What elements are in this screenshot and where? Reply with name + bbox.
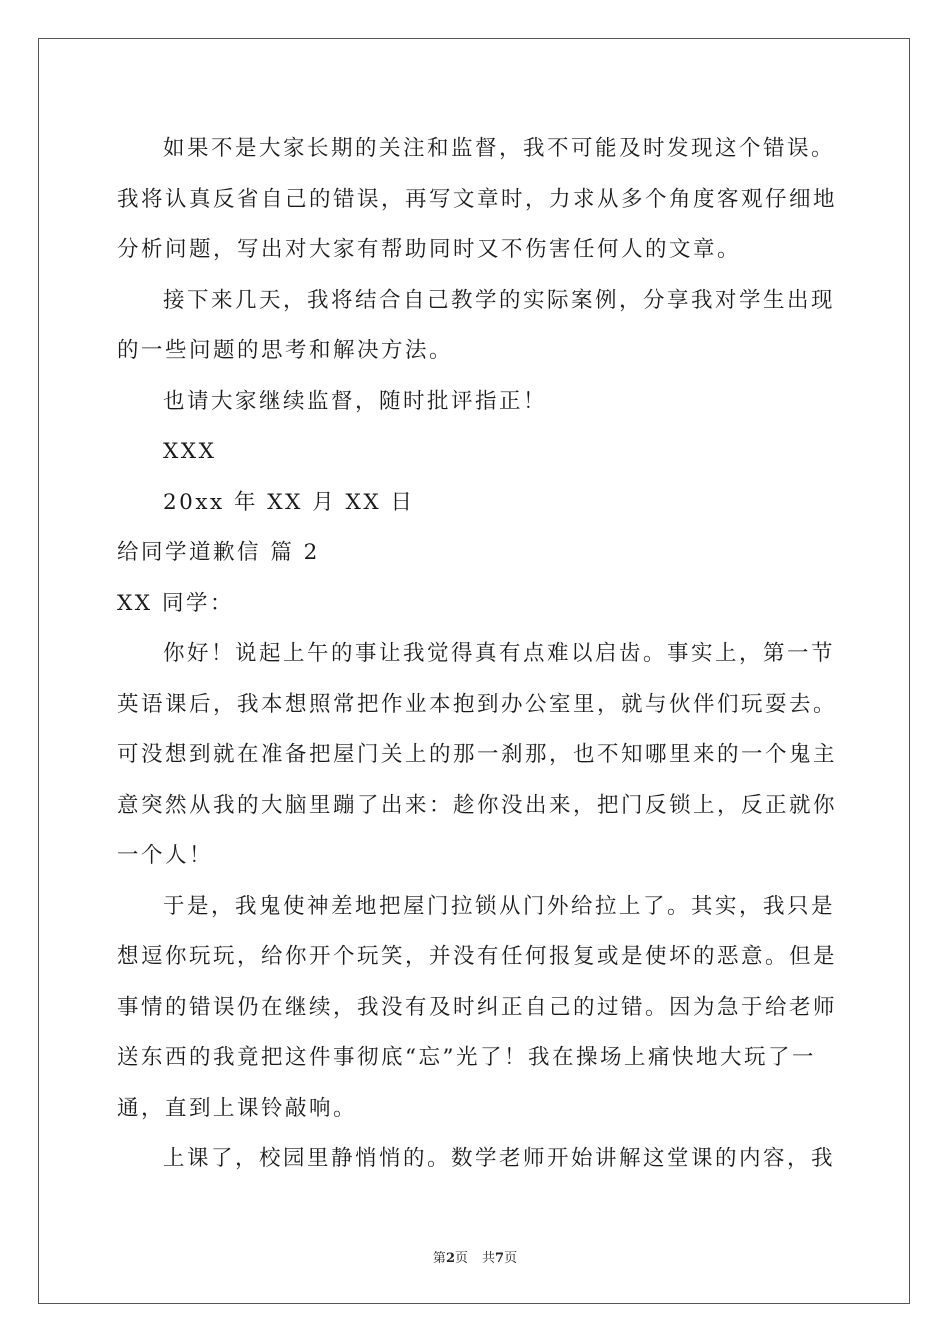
document-body: [117, 124, 838, 1185]
text-line-12: 英语课后，我本想照常把作业本抱到办公室里，就与伙伴们玩耍去。: [117, 691, 838, 717]
page-suffix: 页: [454, 1251, 468, 1266]
signature-name: XXX: [163, 439, 217, 464]
section-heading: 给同学道歉信 篇 2: [117, 540, 320, 565]
total-suffix: 页: [504, 1251, 518, 1266]
total-page-number: 7: [495, 1251, 505, 1266]
text-line-18: 事情的错误仍在继续，我没有及时纠正自己的过错。因为急于给老师: [117, 994, 838, 1020]
text-line-14: 意突然从我的大脑里蹦了出来：趁你没出来，把门反锁上，反正就你: [117, 792, 838, 818]
text-line-1: 如果不是大家长期的关注和监督，我不可能及时发现这个错误。: [163, 136, 836, 161]
text-line-5: 的一些问题的思考和解决方法。: [117, 338, 454, 363]
salutation: XX 同学：: [117, 590, 234, 616]
text-line-20: 通，直到上课铃敲响。: [117, 1095, 358, 1121]
text-line-3: 分析问题，写出对大家有帮助同时又不伤害任何人的文章。: [117, 237, 742, 262]
text-line-19: 送东西的我竟把这件事彻底“忘”光了！我在操场上痛快地大玩了一: [117, 1045, 816, 1070]
text-line-13: 可没想到就在准备把屋门关上的那一刹那，也不知哪里来的一个鬼主: [117, 742, 838, 767]
signature-date: 20xx 年 XX 月 XX 日: [163, 489, 415, 515]
text-line-21: 上课了，校园里静悄悄的。数学老师开始讲解这堂课的内容，我: [163, 1146, 836, 1171]
text-line-11: 你好！说起上午的事让我觉得真有点难以启齿。事实上，第一节: [163, 641, 836, 666]
page-footer: [0, 1247, 950, 1266]
current-page-number: 2: [445, 1251, 455, 1266]
text-line-15: 一个人！: [117, 843, 214, 868]
text-line-4: 接下来几天，我将结合自己教学的实际案例，分享我对学生出现: [163, 287, 836, 313]
page-prefix: 第: [432, 1251, 446, 1266]
text-line-6: 也请大家继续监督，随时批评指正！: [163, 388, 548, 414]
text-line-16: 于是，我鬼使神差地把屋门拉锁从门外给拉上了。其实，我只是: [163, 893, 836, 919]
total-prefix: 共: [482, 1251, 496, 1266]
text-line-17: 想逗你玩玩，给你开个玩笑，并没有任何报复或是使坏的恶意。但是: [117, 944, 838, 969]
text-line-2: 我将认真反省自己的错误，再写文章时，力求从多个角度客观仔细地: [117, 186, 838, 212]
